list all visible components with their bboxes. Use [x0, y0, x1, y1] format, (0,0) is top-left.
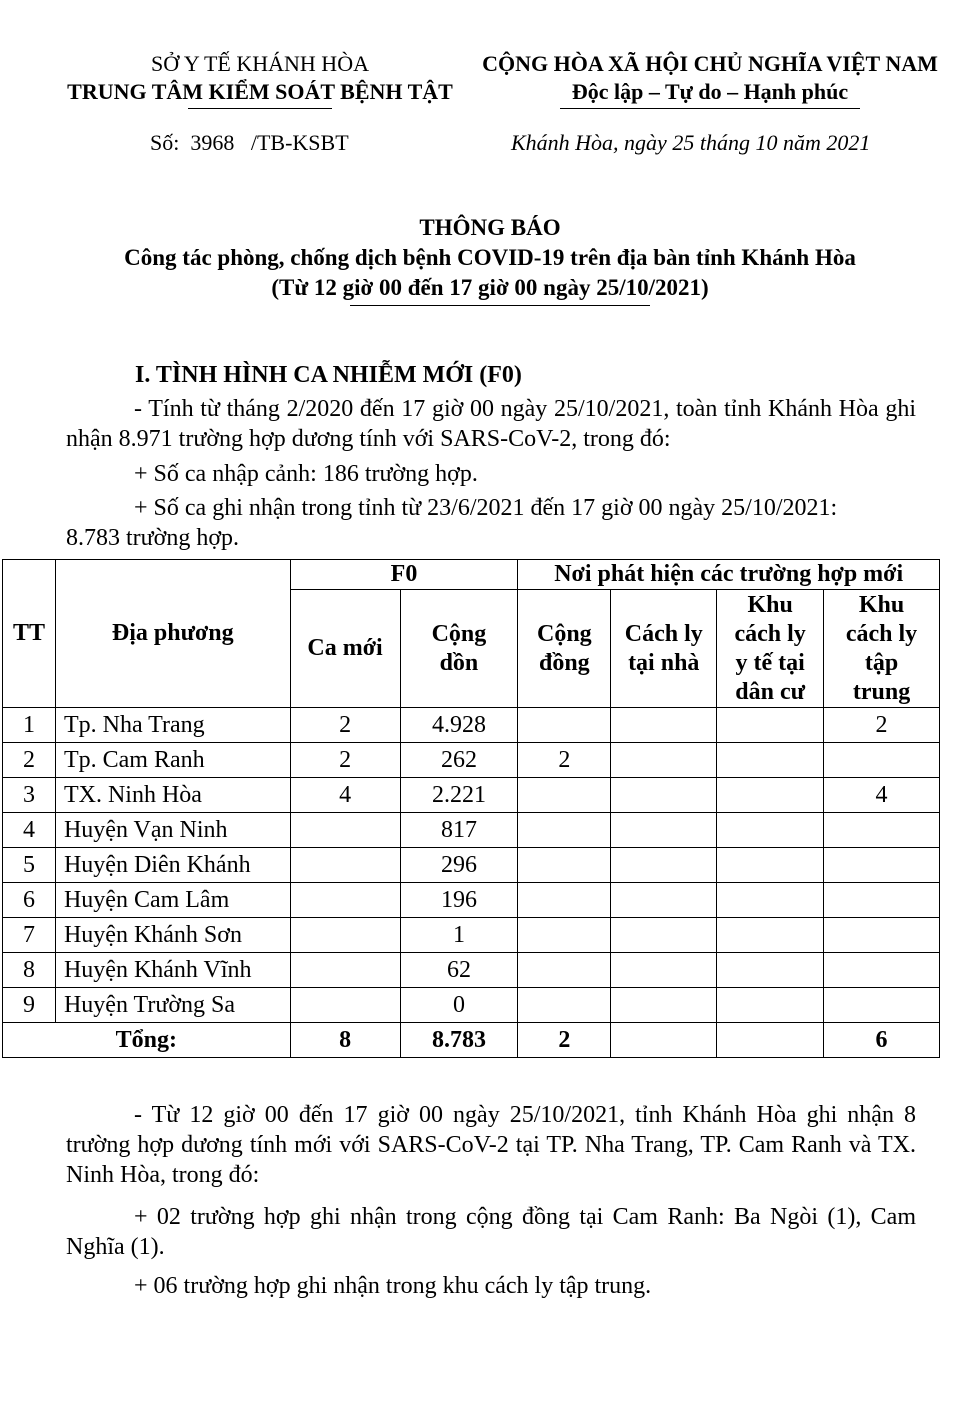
- table-row: [3, 848, 940, 883]
- row-community: 2: [518, 743, 611, 778]
- total-central: 6: [824, 1023, 940, 1058]
- row-home: [611, 918, 717, 953]
- row-home: [611, 953, 717, 988]
- row-residential: [717, 778, 824, 813]
- row-central: [824, 813, 940, 848]
- resid-l4: dân cư: [735, 678, 805, 705]
- row-central: [824, 953, 940, 988]
- motto-underline: [560, 108, 860, 109]
- table-row: [3, 708, 940, 743]
- row-community: [518, 708, 611, 743]
- community-l1: Cộng: [536, 620, 592, 647]
- imported-cases: + Số ca nhập cảnh: 186 trường hợp.: [134, 461, 478, 487]
- home-l1: Cách ly: [624, 620, 703, 647]
- total-home: [611, 1023, 717, 1058]
- row-home: [611, 778, 717, 813]
- col-header-tt: TT: [3, 560, 56, 708]
- row-home: [611, 988, 717, 1023]
- row-community: [518, 988, 611, 1023]
- national-motto: Độc lập – Tự do – Hạnh phúc: [571, 79, 849, 104]
- quarantine-cases-paragraph: + 06 trường hợp ghi nhận trong khu cách ly tập trung.: [134, 1273, 652, 1299]
- col-header-found-at: Nơi phát hiện các trường hợp mới: [518, 560, 940, 590]
- row-locality: Huyện Khánh Sơn: [55, 918, 290, 953]
- row-new: 4: [290, 778, 400, 813]
- resid-l1: Khu: [747, 591, 793, 618]
- table-row: [3, 988, 940, 1023]
- cases-table: [2, 559, 940, 1058]
- document-number: Số: 3968 /TB-KSBT: [150, 130, 349, 155]
- new-cases-label: Ca mới: [307, 635, 383, 661]
- row-tt: 7: [3, 918, 56, 953]
- row-cumulative: 2.221: [400, 778, 518, 813]
- row-central: [824, 883, 940, 918]
- col-header-residential-isolation: [717, 590, 824, 708]
- row-home: [611, 743, 717, 778]
- table-row: [3, 778, 940, 813]
- col-header-community: [518, 590, 611, 708]
- row-home: [611, 883, 717, 918]
- row-cumulative: 817: [400, 813, 518, 848]
- notice-title: THÔNG BÁO: [419, 215, 561, 240]
- table-row: [3, 918, 940, 953]
- row-cumulative: 0: [400, 988, 518, 1023]
- row-locality: Huyện Cam Lâm: [55, 883, 290, 918]
- row-locality: TX. Ninh Hòa: [55, 778, 290, 813]
- row-residential: [717, 918, 824, 953]
- row-new: 2: [290, 708, 400, 743]
- col-header-new-cases: [290, 590, 400, 708]
- table-row: [3, 883, 940, 918]
- row-community: [518, 778, 611, 813]
- row-tt: 5: [3, 848, 56, 883]
- col-header-f0: F0: [290, 560, 518, 590]
- row-central: [824, 743, 940, 778]
- agency-name: SỞ Y TẾ KHÁNH HÒA: [151, 51, 369, 76]
- row-residential: [717, 883, 824, 918]
- row-tt: 9: [3, 988, 56, 1023]
- notice-period: (Từ 12 giờ 00 đến 17 giờ 00 ngày 25/10/2021): [271, 275, 709, 300]
- table-row: [3, 813, 940, 848]
- row-home: [611, 708, 717, 743]
- table-row: [3, 743, 940, 778]
- agency-unit: TRUNG TÂM KIỂM SOÁT BỆNH TẬT: [67, 79, 453, 104]
- row-community: [518, 953, 611, 988]
- row-residential: [717, 988, 824, 1023]
- row-new: [290, 883, 400, 918]
- row-residential: [717, 743, 824, 778]
- col-header-cumulative: [400, 590, 518, 708]
- row-locality: Huyện Diên Khánh: [55, 848, 290, 883]
- table-row: [3, 953, 940, 988]
- row-cumulative: 296: [400, 848, 518, 883]
- community-l2: đồng: [538, 649, 590, 676]
- row-new: 2: [290, 743, 400, 778]
- row-community: [518, 848, 611, 883]
- row-tt: 4: [3, 813, 56, 848]
- title-underline: [350, 305, 650, 306]
- total-label: Tổng:: [3, 1023, 291, 1058]
- resid-l2: cách ly: [734, 620, 806, 647]
- row-cumulative: 4.928: [400, 708, 518, 743]
- row-home: [611, 848, 717, 883]
- central-l4: trung: [852, 678, 911, 705]
- row-community: [518, 813, 611, 848]
- local-cases-line1: + Số ca ghi nhận trong tỉnh từ 23/6/2021 đến 17 giờ 00 ngày 25/10/2021:: [134, 495, 838, 521]
- local-cases-line2: 8.783 trường hợp.: [66, 525, 240, 551]
- cumulative-l1: Cộng: [431, 620, 487, 647]
- central-l1: Khu: [858, 591, 905, 618]
- central-l3: tập: [864, 649, 899, 676]
- row-central: 2: [824, 708, 940, 743]
- row-locality: Tp. Cam Ranh: [55, 743, 290, 778]
- row-cumulative: 1: [400, 918, 518, 953]
- row-locality: Huyện Khánh Vĩnh: [55, 953, 290, 988]
- row-cumulative: 196: [400, 883, 518, 918]
- resid-l3: y tế tại: [735, 649, 805, 676]
- row-home: [611, 813, 717, 848]
- national-title: CỘNG HÒA XÃ HỘI CHỦ NGHĨA VIỆT NAM: [482, 51, 938, 76]
- community-cases-paragraph: + 02 trường hợp ghi nhận trong cộng đồng tại Cam Ranh: Ba Ngòi (1), Cam Nghĩa (1).: [66, 1204, 916, 1260]
- row-locality: Tp. Nha Trang: [55, 708, 290, 743]
- col-header-locality: Địa phương: [55, 560, 290, 708]
- total-cumulative: 8.783: [400, 1023, 518, 1058]
- row-central: 4: [824, 778, 940, 813]
- row-new: [290, 813, 400, 848]
- row-residential: [717, 708, 824, 743]
- row-community: [518, 883, 611, 918]
- row-cumulative: 262: [400, 743, 518, 778]
- row-new: [290, 848, 400, 883]
- row-locality: Huyện Trường Sa: [55, 988, 290, 1023]
- row-central: [824, 918, 940, 953]
- total-residential: [717, 1023, 824, 1058]
- row-tt: 2: [3, 743, 56, 778]
- row-new: [290, 988, 400, 1023]
- notice-subject: Công tác phòng, chống dịch bệnh COVID-19 trên địa bàn tỉnh Khánh Hòa: [124, 245, 856, 270]
- row-tt: 6: [3, 883, 56, 918]
- row-tt: 1: [3, 708, 56, 743]
- row-new: [290, 918, 400, 953]
- row-locality: Huyện Vạn Ninh: [55, 813, 290, 848]
- row-cumulative: 62: [400, 953, 518, 988]
- total-new: 8: [290, 1023, 400, 1058]
- new-cases-paragraph: - Từ 12 giờ 00 đến 17 giờ 00 ngày 25/10/2021, tỉnh Khánh Hòa ghi nhận 8 trường hợp dương tính mới với SARS-CoV-2 tại TP. Nha Trang, TP. Cam Ranh và TX. Ninh Hòa, trong đó:: [66, 1102, 916, 1188]
- row-community: [518, 918, 611, 953]
- total-row: [3, 1023, 940, 1058]
- place-date: Khánh Hòa, ngày 25 tháng 10 năm 2021: [511, 130, 871, 155]
- agency-underline: [188, 108, 332, 109]
- col-header-central-isolation: [824, 590, 940, 708]
- total-community: 2: [518, 1023, 611, 1058]
- row-residential: [717, 813, 824, 848]
- row-residential: [717, 953, 824, 988]
- row-central: [824, 988, 940, 1023]
- cumulative-l2: dồn: [439, 649, 479, 676]
- row-residential: [717, 848, 824, 883]
- row-central: [824, 848, 940, 883]
- summary-paragraph: - Tính từ tháng 2/2020 đến 17 giờ 00 ngày 25/10/2021, toàn tỉnh Khánh Hòa ghi nhận 8.971 trường hợp dương tính với SARS-CoV-2, trong đó:: [66, 396, 916, 452]
- section-heading: I. TÌNH HÌNH CA NHIỄM MỚI (F0): [135, 362, 522, 388]
- row-tt: 3: [3, 778, 56, 813]
- col-header-home-isolation: [611, 590, 717, 708]
- row-tt: 8: [3, 953, 56, 988]
- central-l2: cách ly: [845, 620, 918, 647]
- home-l2: tại nhà: [628, 649, 700, 676]
- row-new: [290, 953, 400, 988]
